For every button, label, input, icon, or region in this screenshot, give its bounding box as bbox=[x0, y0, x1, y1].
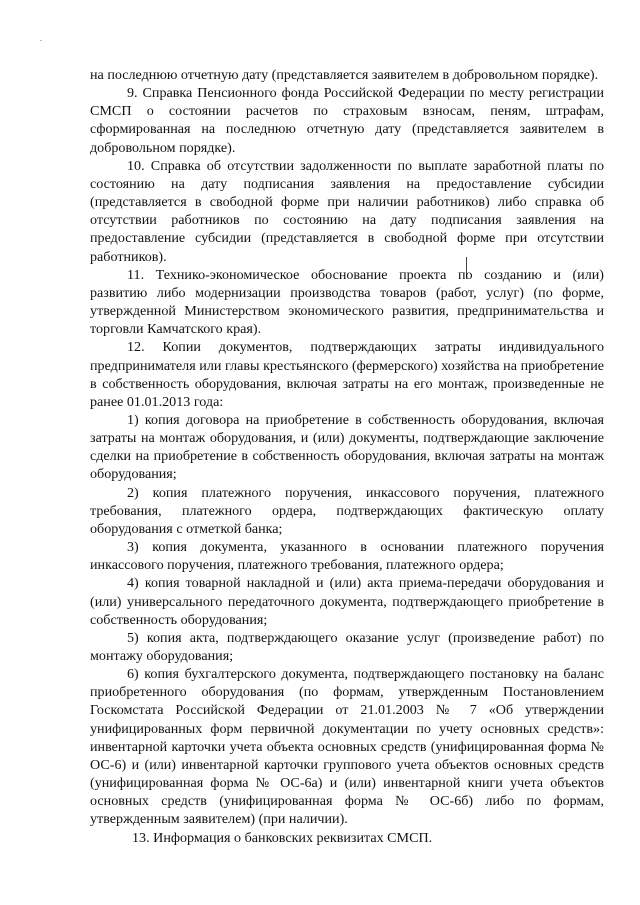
paragraph-12-item-1: 1) копия договора на приобретение в собственность оборудования, включая затраты на монтаж оборудования, и (или) документы, подтверждающие заключение сделки на приобретение в собственность оборудования, включая затраты на монтаж оборудования; bbox=[90, 411, 604, 483]
paragraph-continuation: на последнюю отчетную дату (представляется заявителем в добровольном порядке). bbox=[90, 67, 599, 83]
document-body bbox=[90, 66, 604, 847]
paragraph-12: 12. Копии документов, подтверждающих затраты индивидуального предпринимателя или главы крестьянского (фермерского) хозяйства на приобретение в собственность оборудования, включая затраты на его монтаж, произведенные не ранее 01.01.2013 года: bbox=[90, 339, 604, 410]
paragraph-10: 10. Справка об отсутствии задолженности по выплате заработной платы по состоянию на дату подписания заявления на предоставление субсидии (представляется в свободной форме при наличии работников) либо справка об отсутствии работников по состоянию на дату подписания заявления на предоставление субсидии (представляется в свободной форме при отсутствии работников). bbox=[90, 157, 604, 265]
paragraph-12-item-3: 3) копия документа, указанного в основании платежного поручения инкассового поручения, платежного требования, платежного ордера; bbox=[90, 539, 604, 574]
paragraph-12-item-4: 4) копия товарной накладной и (или) акта приема-передачи оборудования и (или) универсального передаточного документа, подтверждающего приобретение в собственность оборудования; bbox=[90, 575, 604, 628]
scan-speck bbox=[40, 40, 42, 41]
paragraph-13: 13. Информация о банковских реквизитах СМСП. bbox=[132, 829, 433, 846]
paragraph-12-item-5: 5) копия акта, подтверждающего оказание услуг (произведение работ) по монтажу оборудования; bbox=[90, 629, 604, 664]
paragraph-9: 9. Справка Пенсионного фонда Российской Федерации по месту регистрации СМСП о состоянии расчетов по страховым взносам, пеням, штрафам, сформированная на последнюю отчетную дату (представляется заявителем в добровольном порядке). bbox=[90, 85, 604, 156]
paragraph-11: 11. Технико-экономическое обоснование проекта по созданию и (или) развитию либо модернизации производства товаров (работ, услуг) (по форме, утвержденной Министерством экономического развития, предпринимательства и торговли Камчатского края). bbox=[90, 266, 604, 338]
paragraph-12-item-6: 6) копия бухгалтерского документа, подтверждающего постановку на баланс приобретенного оборудования (по формам, утвержденным Постановлением Госкомстата Российской Федерации от 21.01.2003 № 7 «Об утверждении унифицированных форм первичной документации по учету основных средств»: инвентарной карточки учета объекта основных средств (унифицированная форма № ОС-6) и (или) инвентарной карточки группового учета объектов основных средств (унифицированная форма № ОС-6а) и (или) инвентарной книги учета объектов основных средств (унифицированная форма № ОС-6б) либо по формам, утвержденным заявителем) (при наличии). bbox=[90, 666, 604, 828]
paragraph-12-item-2: 2) копия платежного поручения, инкассового поручения, платежного требования, платежного ордера, подтверждающих фактическую оплату оборудования с отметкой банка; bbox=[90, 484, 604, 537]
